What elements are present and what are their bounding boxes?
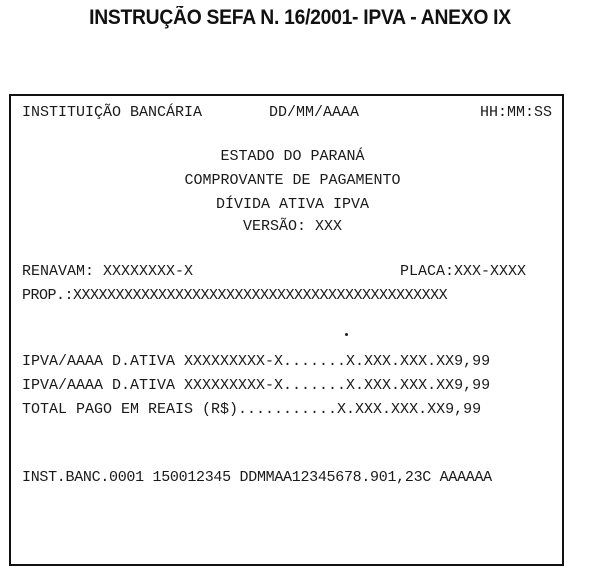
owner-field: PROP.:XXXXXXXXXXXXXXXXXXXXXXXXXXXXXXXXXXXXXXXXXXXX <box>22 287 448 304</box>
ipva-line-2: IPVA/AAAA D.ATIVA XXXXXXXXX-X.......X.XXX.XXX.XX9,99 <box>22 377 491 394</box>
time-field: HH:MM:SS <box>480 104 553 121</box>
plate-field: PLACA:XXX-XXXX <box>400 263 527 280</box>
total-paid-line: TOTAL PAGO EM REAIS (R$)...........X.XXX.XXX.XX9,99 <box>22 401 482 418</box>
payment-receipt <box>9 94 564 566</box>
bank-auth-line: INST.BANC.0001 150012345 DDMMAA12345678.901,23C AAAAAA <box>22 469 492 486</box>
document-type: COMPROVANTE DE PAGAMENTO <box>184 172 401 189</box>
ipva-line-1: IPVA/AAAA D.ATIVA XXXXXXXXX-X.......X.XXX.XXX.XX9,99 <box>22 353 491 370</box>
renavam-field: RENAVAM: XXXXXXXX-X <box>22 263 194 280</box>
page-title: INSTRUÇÃO SEFA N. 16/2001- IPVA - ANEXO IX <box>89 6 511 29</box>
date-field: DD/MM/AAAA <box>269 104 360 121</box>
institution-label: INSTITUIÇÃO BANCÁRIA <box>22 104 203 121</box>
state-heading: ESTADO DO PARANÁ <box>220 148 365 165</box>
subject-heading: DÍVIDA ATIVA IPVA <box>215 196 370 213</box>
version-label: VERSÃO: XXX <box>242 218 343 235</box>
speck <box>345 333 348 336</box>
